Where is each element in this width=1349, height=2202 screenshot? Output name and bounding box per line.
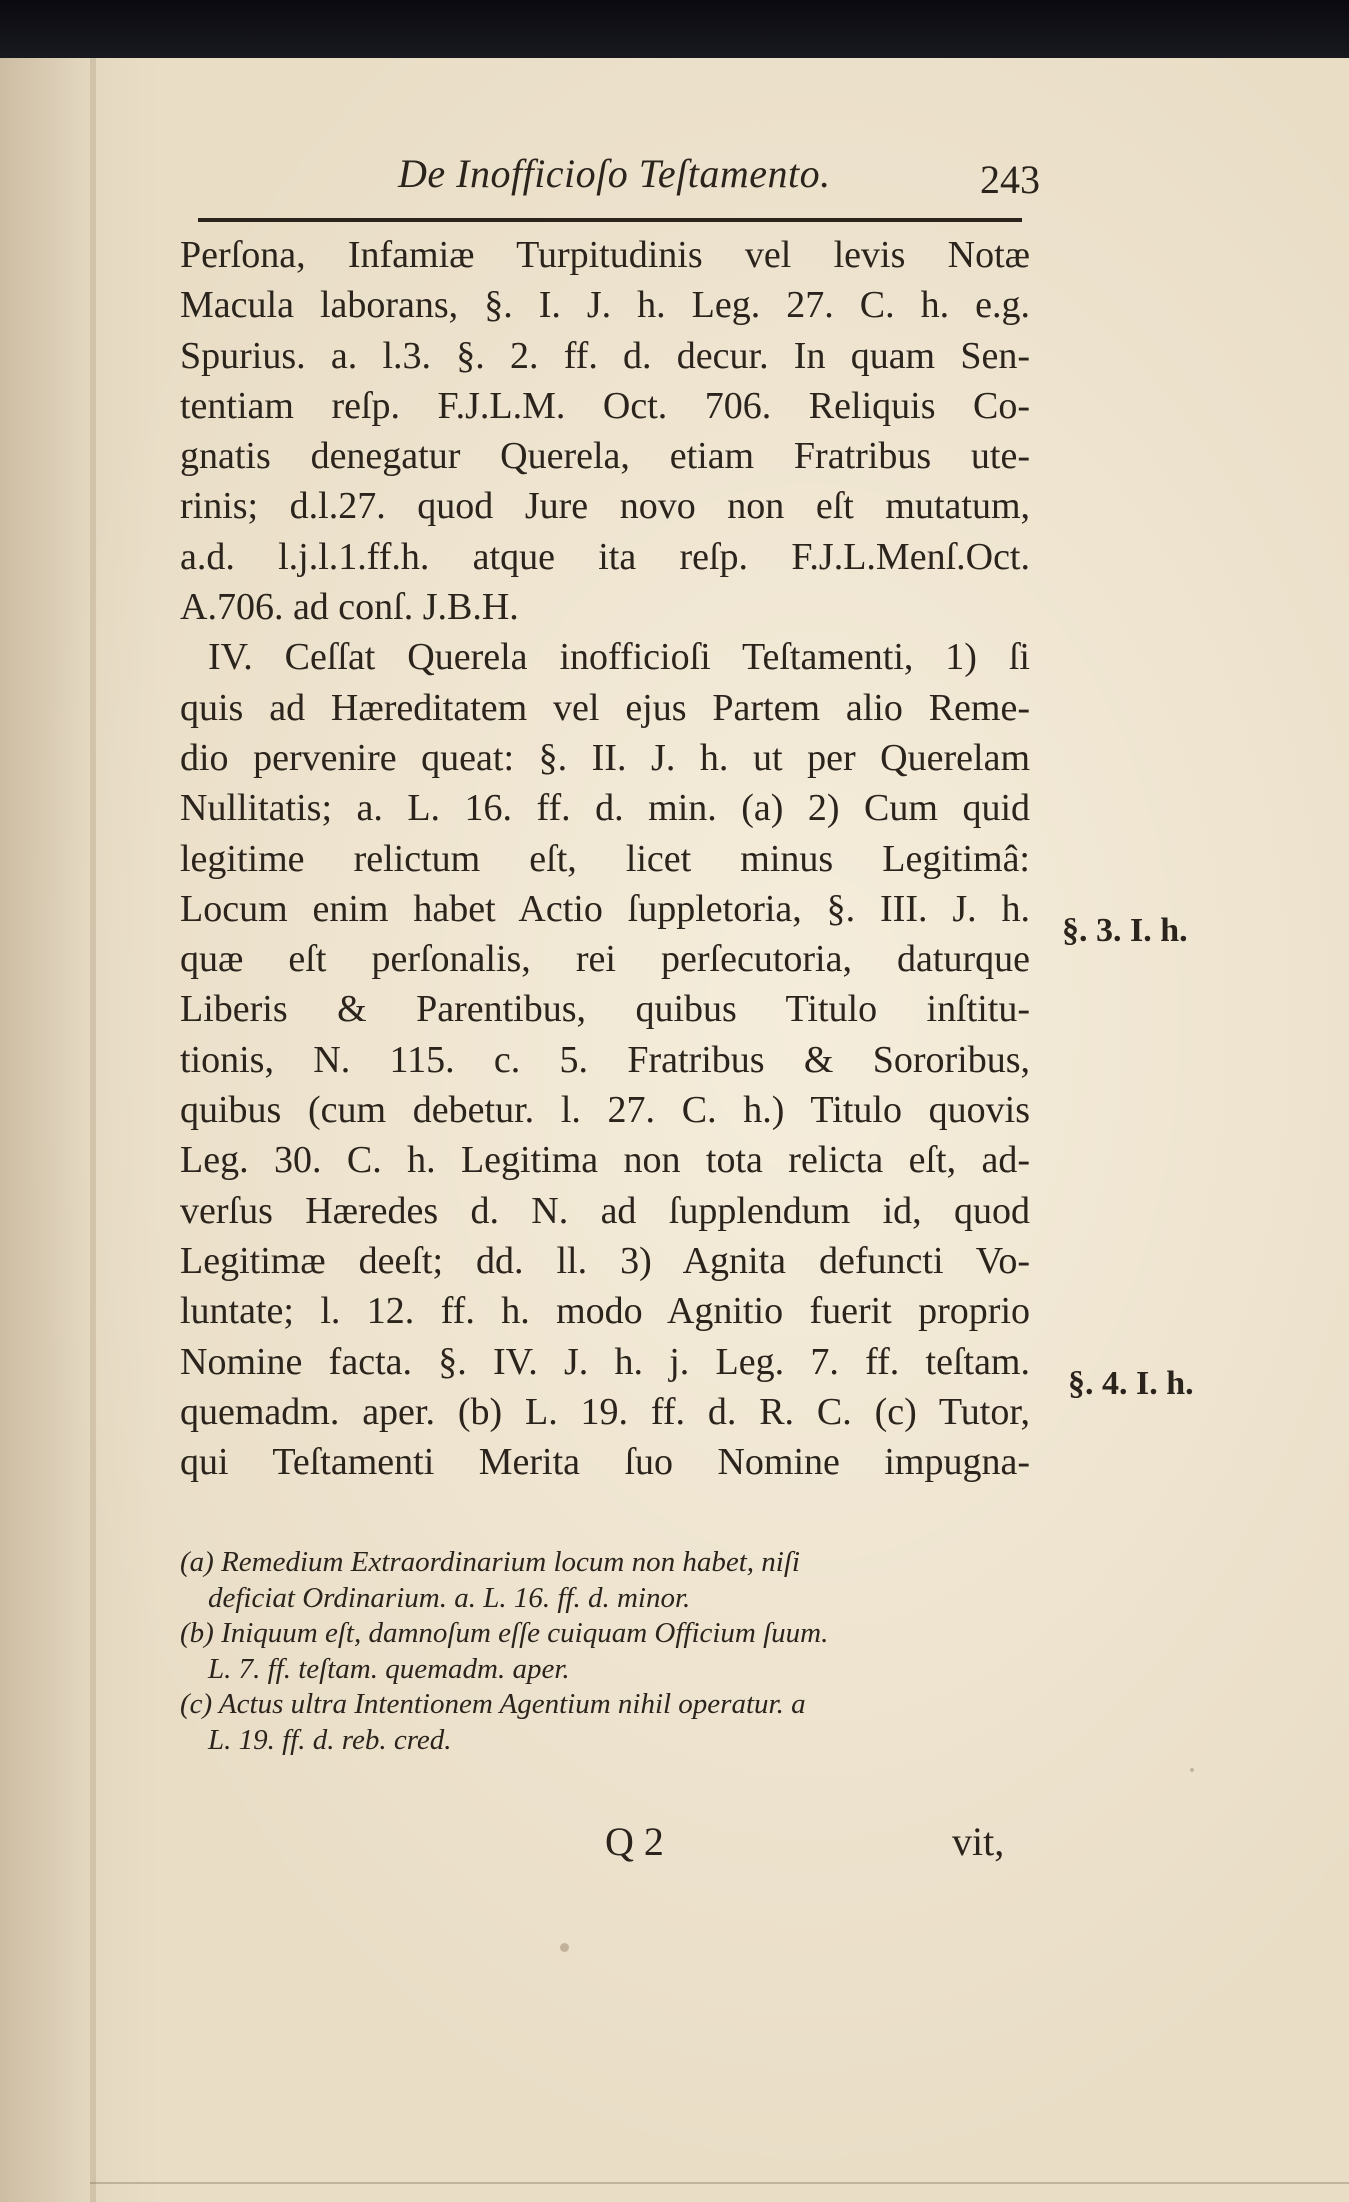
text-line: verſus Hæredes d. N. ad ſupplendum id, quod: [180, 1189, 1030, 1232]
text-line: Legitimæ deeſt; dd. ll. 3) Agnita defuncti Vo-: [180, 1239, 1030, 1282]
margin-note: §. 4. I. h.: [1068, 1365, 1194, 1402]
footnote-text: Remedium Extraordinarium locum non habet, niſi: [221, 1546, 800, 1578]
footnote-mark: (b): [180, 1617, 214, 1650]
footnotes: [180, 1545, 1030, 1759]
margin-note: §. 3. I. h.: [1062, 912, 1188, 949]
running-title: De Inofficioſo Teſtamento.: [398, 151, 831, 196]
text-line: rinis; d.l.27. quod Jure novo non eſt mutatum,: [180, 485, 1030, 528]
text-line: Spurius. a. l.3. §. 2. ff. d. decur. In quam Sen-: [180, 334, 1030, 377]
text-line: legitime relictum eſt, licet minus Legitimâ:: [180, 837, 1030, 880]
footnote-text: Actus ultra Intentionem Agentium nihil operatur. a: [218, 1688, 806, 1721]
text-line: quæ eſt perſonalis, rei perſecutoria, daturque: [180, 938, 1030, 981]
text-line: Perſona, Infamiæ Turpitudinis vel levis Notæ: [180, 234, 1030, 276]
text-line: quis ad Hæreditatem vel ejus Partem alio Reme-: [180, 686, 1030, 729]
footnote-line: L. 19. ff. d. reb. cred.: [208, 1723, 452, 1756]
footnote-mark: (a): [180, 1546, 214, 1578]
text-line: gnatis denegatur Querela, etiam Fratribus ute-: [180, 435, 1030, 478]
footnote-line: [180, 1687, 1030, 1723]
text-line: Macula laborans, §. I. J. h. Leg. 27. C. h. e.g.: [180, 284, 1030, 327]
text-line: quibus (cum debetur. l. 27. C. h.) Titulo quovis: [180, 1089, 1030, 1132]
main-text: [180, 230, 1030, 1487]
text-line: Locum enim habet Actio ſuppletoria, §. III. J. h.: [180, 887, 1030, 930]
paper-stain: [1190, 1768, 1194, 1772]
text-line: tentiam reſp. F.J.L.M. Oct. 706. Reliquis Co-: [180, 384, 1030, 427]
gutter-fold: [90, 58, 96, 2202]
text-line: a.d. l.j.l.1.ff.h. atque ita reſp. F.J.L.Menſ.Oct.: [180, 535, 1030, 578]
footnote-line: [180, 1616, 1030, 1652]
text-line: Leg. 30. C. h. Legitima non tota relicta eſt, ad-: [180, 1139, 1030, 1182]
running-header: [398, 150, 1038, 210]
footnote-line: L. 7. ff. teſtam. quemadm. aper.: [208, 1652, 570, 1685]
text-line: qui Teſtamenti Merita ſuo Nomine impugna-: [180, 1441, 1030, 1484]
page-number: 243: [980, 157, 1040, 202]
text-line: luntate; l. 12. ff. h. modo Agnitio fuerit proprio: [180, 1290, 1030, 1333]
text-line: Liberis & Parentibus, quibus Titulo inſtitu-: [180, 988, 1030, 1031]
signature-mark: Q 2: [605, 1819, 664, 1864]
footnote-line: [180, 1545, 1030, 1581]
footnote-mark: (c): [180, 1688, 213, 1721]
footnote-text: Iniquum eſt, damnoſum eſſe cuiquam Officium ſuum.: [221, 1617, 829, 1650]
text-line: tionis, N. 115. c. 5. Fratribus & Sororibus,: [180, 1038, 1030, 1081]
text-line: A.706. ad conſ. J.B.H.: [180, 586, 519, 629]
text-line: dio pervenire queat: §. II. J. h. ut per Querelam: [180, 736, 1030, 779]
paper-stain: [560, 1943, 569, 1952]
text-line: IV. Ceſſat Querela inofficioſi Teſtamenti, 1) ſi: [208, 636, 1030, 679]
footnote-line: deficiat Ordinarium. a. L. 16. ff. d. minor.: [208, 1581, 691, 1614]
catchword: vit,: [952, 1819, 1005, 1864]
header-rule: [198, 218, 1022, 222]
text-line: Nomine facta. §. IV. J. h. j. Leg. 7. ff. teſtam.: [180, 1340, 1030, 1383]
text-line: quemadm. aper. (b) L. 19. ff. d. R. C. (c) Tutor,: [180, 1390, 1030, 1433]
page-edge-line: [90, 2182, 1349, 2184]
text-line: Nullitatis; a. L. 16. ff. d. min. (a) 2) Cum quid: [180, 787, 1030, 830]
